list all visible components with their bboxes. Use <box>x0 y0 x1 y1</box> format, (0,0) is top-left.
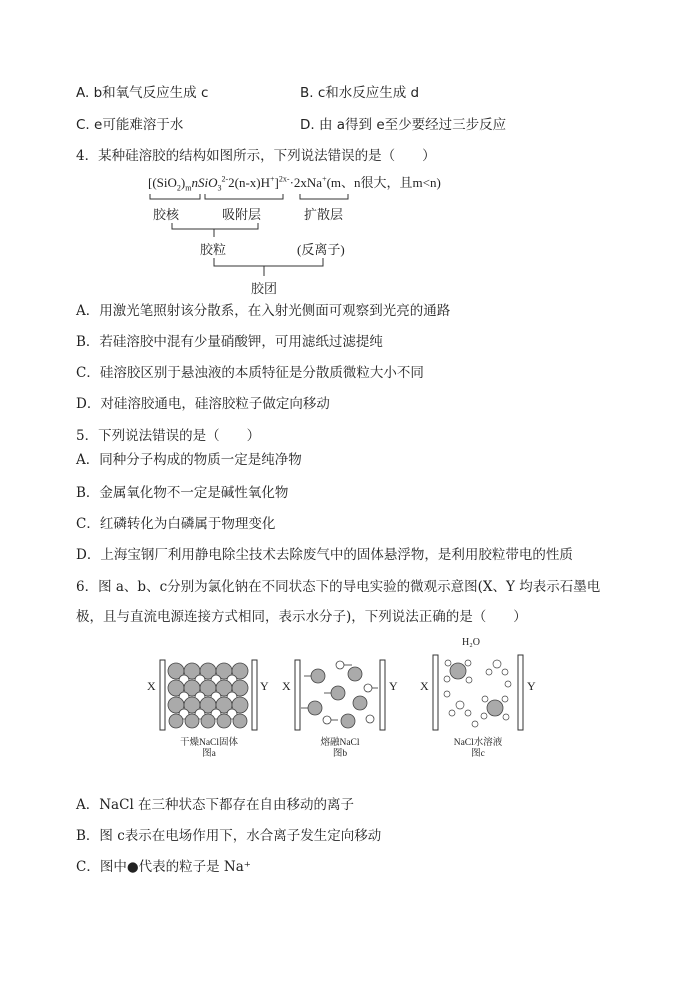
core-label: 胶核 <box>153 207 180 222</box>
svg-text:Y: Y <box>389 679 398 693</box>
q6-stem-line2: 极，且与直流电源连接方式相同，表示水分子)，下列说法正确的是（ ） <box>76 609 527 625</box>
q6-option-a: A．NaCl 在三种状态下都存在自由移动的离子 <box>76 797 355 813</box>
q3-option-c: C. e可能难溶于水 <box>76 117 184 133</box>
adsorption-layer-label: 吸附层 <box>222 207 262 222</box>
q4-option-c: C．硅溶胶区别于悬浊液的本质特征是分散质微粒大小不同 <box>76 365 424 381</box>
ionic-lattice <box>168 663 248 728</box>
figure-c-caption: NaCl水溶液 图c <box>453 738 503 759</box>
q4-option-a: A．用激光笔照射该分散系，在入射光侧面可观察到光亮的通路 <box>76 303 451 319</box>
electrode-y-a <box>252 660 257 730</box>
q5-option-d: D．上海宝钢厂利用静电除尘技术去除废气中的固体悬浮物，是利用胶粒带电的性质 <box>76 547 573 563</box>
q5-option-c: C．红磷转化为白磷属于物理变化 <box>76 516 276 532</box>
q6-option-c: C．图中●代表的粒子是 Na⁺ <box>76 859 251 875</box>
q6-stem-line1: 6．图 a、b、c分别为氯化钠在不同状态下的导电实验的微观示意图(X、Y 均表示石墨电 <box>76 579 601 595</box>
figure-a-caption: 干燥NaCl固体 图a <box>179 738 239 759</box>
diffusion-layer-label: 扩散层 <box>304 207 344 222</box>
q6-option-b: B．图 c表示在电场作用下，水合离子发生定向移动 <box>76 828 382 844</box>
q3-option-d: D. 由 a得到 e至少要经过三步反应 <box>300 117 507 133</box>
micelle-label: 胶团 <box>251 281 278 296</box>
svg-text:Y: Y <box>527 679 536 693</box>
svg-text:X: X <box>282 679 291 693</box>
svg-text:Y: Y <box>260 679 269 693</box>
q5-option-a: A．同种分子构成的物质一定是纯净物 <box>76 452 302 468</box>
q4-option-d: D．对硅溶胶通电，硅溶胶粒子做定向移动 <box>76 396 330 412</box>
q3-option-b: B. c和水反应生成 d <box>300 85 420 101</box>
svg-text:X: X <box>147 679 156 693</box>
electrode-x-a <box>160 660 165 730</box>
q5-option-b: B．金属氧化物不一定是碱性氧化物 <box>76 485 289 501</box>
q3-option-a: A. b和氧气反应生成 c <box>76 85 209 101</box>
q5-stem: 5．下列说法错误的是（ ） <box>76 428 261 444</box>
q4-stem: 4．某种硅溶胶的结构如图所示，下列说法错误的是（ ） <box>76 148 436 164</box>
svg-text:X: X <box>420 679 429 693</box>
q4-option-b: B．若硅溶胶中混有少量硝酸钾，可用滤纸过滤提纯 <box>76 334 383 350</box>
svg-text:H₂O: H₂O <box>462 637 480 648</box>
figure-b-caption: 熔融NaCl 图b <box>320 738 360 759</box>
particle-label: 胶粒 <box>200 242 227 257</box>
q4-formula: $[(SiO_2)_mnSiO_3^{2-}2(n-x)H^+]^{2x-}\cdot 2xNa^+(m$、n很大，且m<n) <box>148 174 441 193</box>
counter-ion-label: (反离子) <box>297 242 345 257</box>
